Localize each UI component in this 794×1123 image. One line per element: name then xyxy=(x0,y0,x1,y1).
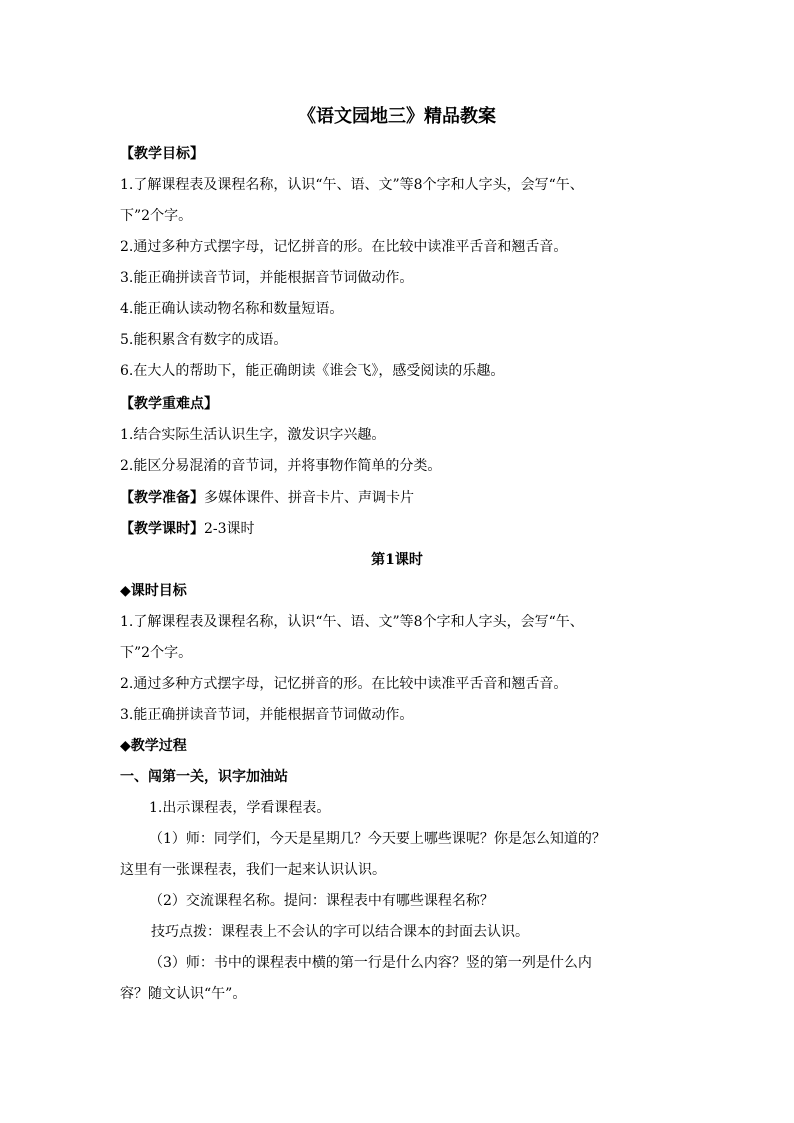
hours-text: 2-3课时 xyxy=(204,521,255,537)
keypoint-line: 1.结合实际生活认识生字，激发识字兴趣。 xyxy=(120,427,386,443)
objective-line: 2.通过多种方式摆字母，记忆拼音的形。在比较中读准平舌音和翘舌音。 xyxy=(120,239,568,255)
objective-line: 1.了解课程表及课程名称，认识“午、语、文”等8个字和人字头，会写“午、 xyxy=(120,177,584,193)
prep-line xyxy=(120,487,680,509)
step-line: （3）师：书中的课程表中横的第一行是什么内容？竖的第一列是什么内 xyxy=(149,955,592,971)
step-line: 1.出示课程表，学看课程表。 xyxy=(149,800,331,816)
step-heading: 一、闯第一关，识字加油站 xyxy=(120,769,288,785)
hours-heading: 【教学课时】 xyxy=(120,521,204,537)
objective-line: 3.能正确拼读音节词，并能根据音节词做动作。 xyxy=(120,270,414,286)
hours-line xyxy=(120,518,680,540)
page-title: 《语文园地三》精品教案 xyxy=(298,106,496,127)
prep-heading: 【教学准备】 xyxy=(120,490,204,506)
objective-line: 下”2个字。 xyxy=(120,208,193,224)
lesson-goal-line: 1.了解课程表及课程名称，认识“午、语、文”等8个字和人字头，会写“午、 xyxy=(120,614,584,630)
step-line: 技巧点拨：课程表上不会认的字可以结合课本的封面去认识。 xyxy=(151,924,529,940)
keypoint-line: 2.能区分易混淆的音节词，并将事物作简单的分类。 xyxy=(120,458,442,474)
prep-text: 多媒体课件、拼音卡片、声调卡片 xyxy=(204,490,414,506)
step-line: （1）师：同学们，今天是星期几？今天要上哪些课呢？你是怎么知道的？ xyxy=(149,831,606,847)
step-line: 容？随文认识“午”。 xyxy=(120,986,247,1002)
keypoints-heading: 【教学重难点】 xyxy=(120,396,218,412)
step-line: （2）交流课程名称。提问：课程表中有哪些课程名称？ xyxy=(149,893,494,909)
objective-line: 6.在大人的帮助下，能正确朗读《谁会飞》，感受阅读的乐趣。 xyxy=(120,363,505,379)
step-line: 这里有一张课程表，我们一起来认识认识。 xyxy=(120,862,386,878)
objectives-heading: 【教学目标】 xyxy=(120,146,204,162)
lesson-goal-heading: ◆课时目标 xyxy=(120,583,187,599)
lesson-goal-line: 下”2个字。 xyxy=(120,645,193,661)
lesson-title: 第1课时 xyxy=(371,552,423,568)
process-heading: ◆教学过程 xyxy=(120,738,187,754)
objective-line: 4.能正确认读动物名称和数量短语。 xyxy=(120,301,344,317)
lesson-goal-line: 2.通过多种方式摆字母，记忆拼音的形。在比较中读准平舌音和翘舌音。 xyxy=(120,676,568,692)
lesson-goal-line: 3.能正确拼读音节词，并能根据音节词做动作。 xyxy=(120,707,414,723)
objective-line: 5.能积累含有数字的成语。 xyxy=(120,332,288,348)
